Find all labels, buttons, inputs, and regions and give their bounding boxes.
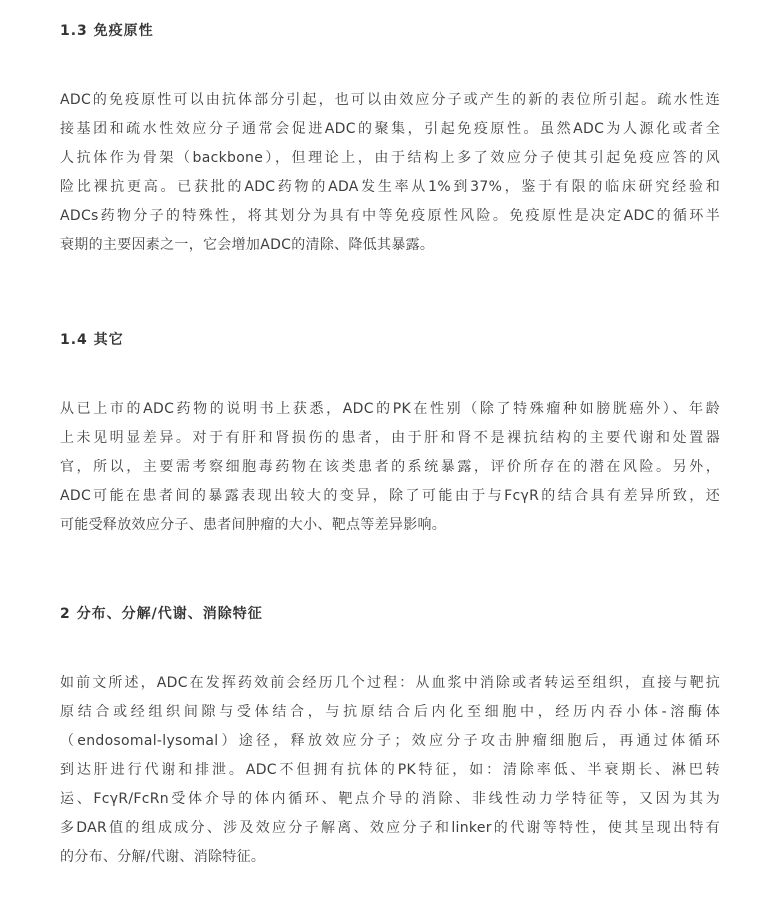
- section-paragraph-1-3: [60, 86, 720, 260]
- paragraph-line: 如前文所述，ADC在发挥药效前会经历几个过程：从血浆中消除或者转运至组织，直接与靶抗: [60, 675, 720, 691]
- paragraph-line: ADCs药物分子的特殊性，将其划分为具有中等免疫原性风险。免疫原性是决定ADC的循环半: [60, 208, 720, 224]
- section-heading-2: 2 分布、分解/代谢、消除特征: [60, 606, 263, 622]
- paragraph-line: 运、FcγR/FcRn受体介导的体内循环、靶点介导的消除、非线性动力学特征等，又因为其为: [60, 791, 720, 807]
- paragraph-line: （endosomal-lysomal）途径，释放效应分子；效应分子攻击肿瘤细胞后，再通过体循环: [60, 733, 720, 749]
- section-heading-1-4: 1.4 其它: [60, 332, 124, 348]
- paragraph-line: ADC的免疫原性可以由抗体部分引起，也可以由效应分子或产生的新的表位所引起。疏水性连: [60, 92, 720, 108]
- paragraph-line: 到达肝进行代谢和排泄。ADC不但拥有抗体的PK特征，如：清除率低、半衰期长、淋巴转: [60, 762, 720, 778]
- paragraph-line: ADC可能在患者间的暴露表现出较大的变异，除了可能由于与FcγR的结合具有差异所致，还: [60, 488, 720, 504]
- paragraph-line: 可能受释放效应分子、患者间肿瘤的大小、靶点等差异影响。: [60, 517, 447, 533]
- section-heading-1-3: 1.3 免疫原性: [60, 23, 154, 39]
- paragraph-line: 险比裸抗更高。已获批的ADC药物的ADA发生率从1%到37%，鉴于有限的临床研究经验和: [60, 179, 720, 195]
- section-paragraph-1-4: [60, 395, 720, 540]
- paragraph-line: 原结合或经组织间隙与受体结合，与抗原结合后内化至细胞中，经历内吞小体-溶酶体: [60, 704, 720, 720]
- paragraph-line: 从已上市的ADC药物的说明书上获悉，ADC的PK在性别（除了特殊瘤种如膀胱癌外）、年龄: [60, 401, 720, 417]
- paragraph-line: 的分布、分解/代谢、消除特征。: [60, 849, 266, 865]
- paragraph-line: 多DAR值的组成成分、涉及效应分子解离、效应分子和linker的代谢等特性，使其呈现出特有: [60, 820, 720, 836]
- paragraph-line: 上未见明显差异。对于有肝和肾损伤的患者，由于肝和肾不是裸抗结构的主要代谢和处置器: [60, 430, 720, 446]
- paragraph-line: 官，所以，主要需考察细胞毒药物在该类患者的系统暴露，评价所存在的潜在风险。另外，: [60, 459, 720, 475]
- paragraph-line: 人抗体作为骨架（backbone），但理论上，由于结构上多了效应分子使其引起免疫应答的风: [60, 150, 720, 166]
- paragraph-line: 接基团和疏水性效应分子通常会促进ADC的聚集，引起免疫原性。虽然ADC为人源化或者全: [60, 121, 720, 137]
- paragraph-line: 衰期的主要因素之一，它会增加ADC的清除、降低其暴露。: [60, 237, 435, 253]
- section-paragraph-2: [60, 669, 720, 872]
